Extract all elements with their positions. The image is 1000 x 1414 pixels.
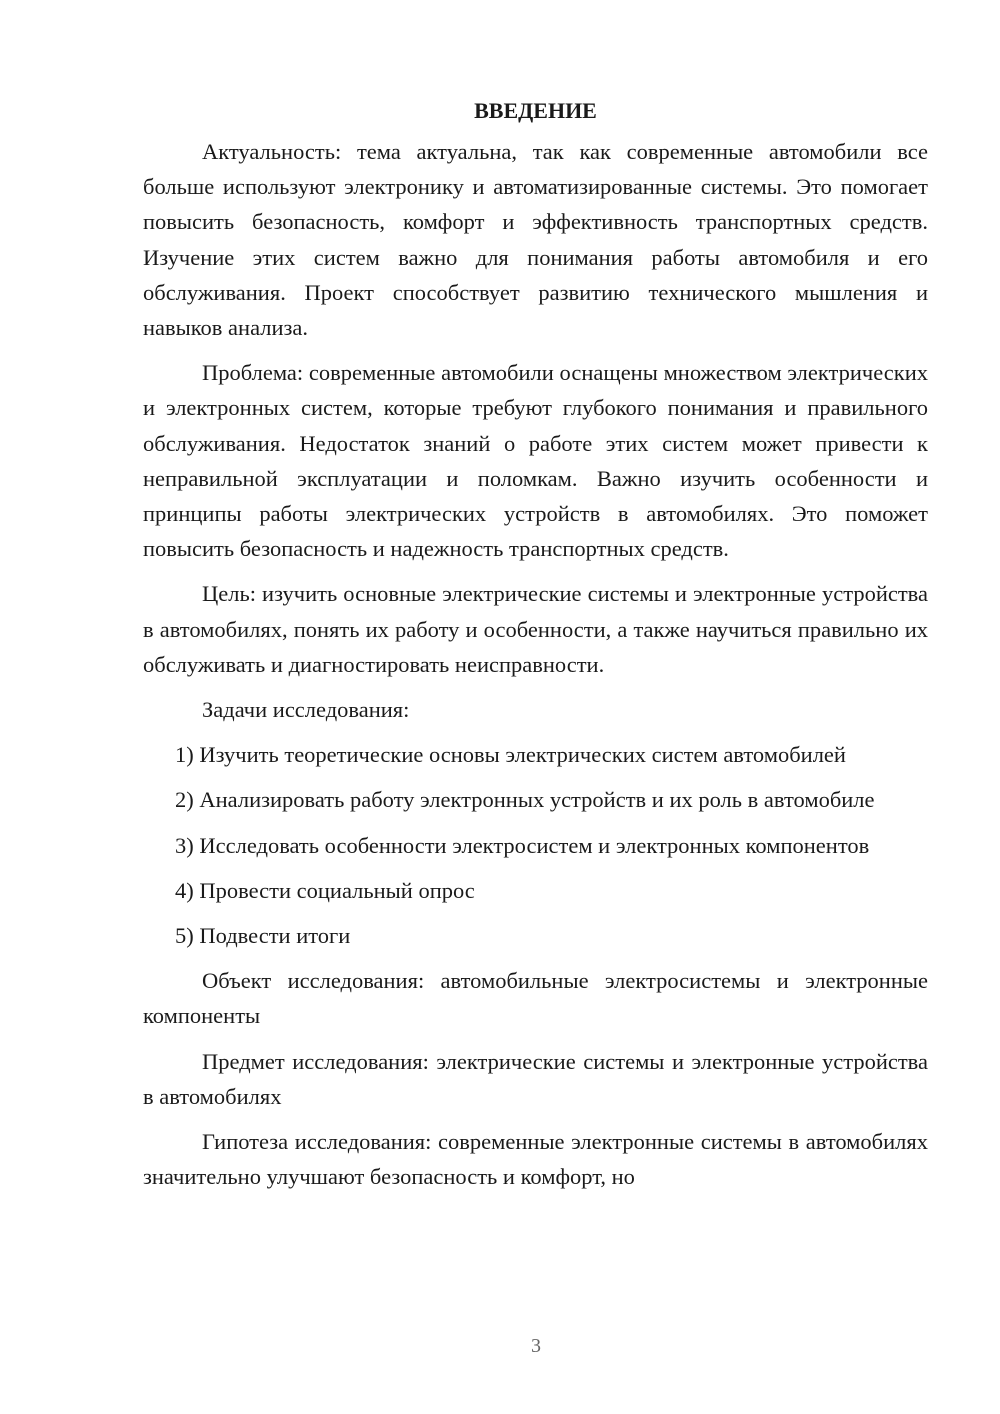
task-item-4: 4) Провести социальный опрос <box>175 877 475 903</box>
task-item-3: 3) Исследовать особенности электросистем и электронных компонентов <box>175 832 870 858</box>
paragraph-object: Объект исследования: автомобильные электросистемы и электронные компоненты <box>143 968 928 1029</box>
task-item-5: 5) Подвести итоги <box>175 923 351 949</box>
paragraph-goal: Цель: изучить основные электрические системы и электронные устройства в автомобилях, понять их работу и особенности, а также научиться правильно их обслуживать и диагностировать неисправности. <box>143 581 928 677</box>
document-page <box>143 96 928 1204</box>
paragraph-relevance: Актуальность: тема актуальна, так как современные автомобили все больше используют электронику и автоматизированные системы. Это помогает повысить безопасность, комфорт и эффективность транспортных средств. Изучение этих систем важно для понимания работы автомобиля и его обслуживания. Проект способствует развитию технического мышления и навыков анализа. <box>143 139 928 341</box>
paragraph-problem: Проблема: современные автомобили оснащены множеством электрических и электронных систем, которые требуют глубокого понимания и правильного обслуживания. Недостаток знаний о работе этих систем может привести к неправильной эксплуатации и поломкам. Важно изучить особенности и принципы работы электрических устройств в автомобилях. Это поможет повысить безопасность и надежность транспортных средств. <box>143 360 928 562</box>
paragraph-hypothesis: Гипотеза исследования: современные электронные системы в автомобилях значительно улучшают безопасность и комфорт, но <box>143 1129 928 1190</box>
page-number: 3 <box>531 1335 541 1357</box>
task-item-2: 2) Анализировать работу электронных устройств и их роль в автомобиле <box>175 787 875 813</box>
task-item-1: 1) Изучить теоретические основы электрических систем автомобилей <box>175 742 846 768</box>
paragraph-subject: Предмет исследования: электрические системы и электронные устройства в автомобилях <box>143 1048 928 1109</box>
tasks-heading: Задачи исследования: <box>202 697 410 723</box>
section-title: ВВЕДЕНИЕ <box>474 98 597 123</box>
